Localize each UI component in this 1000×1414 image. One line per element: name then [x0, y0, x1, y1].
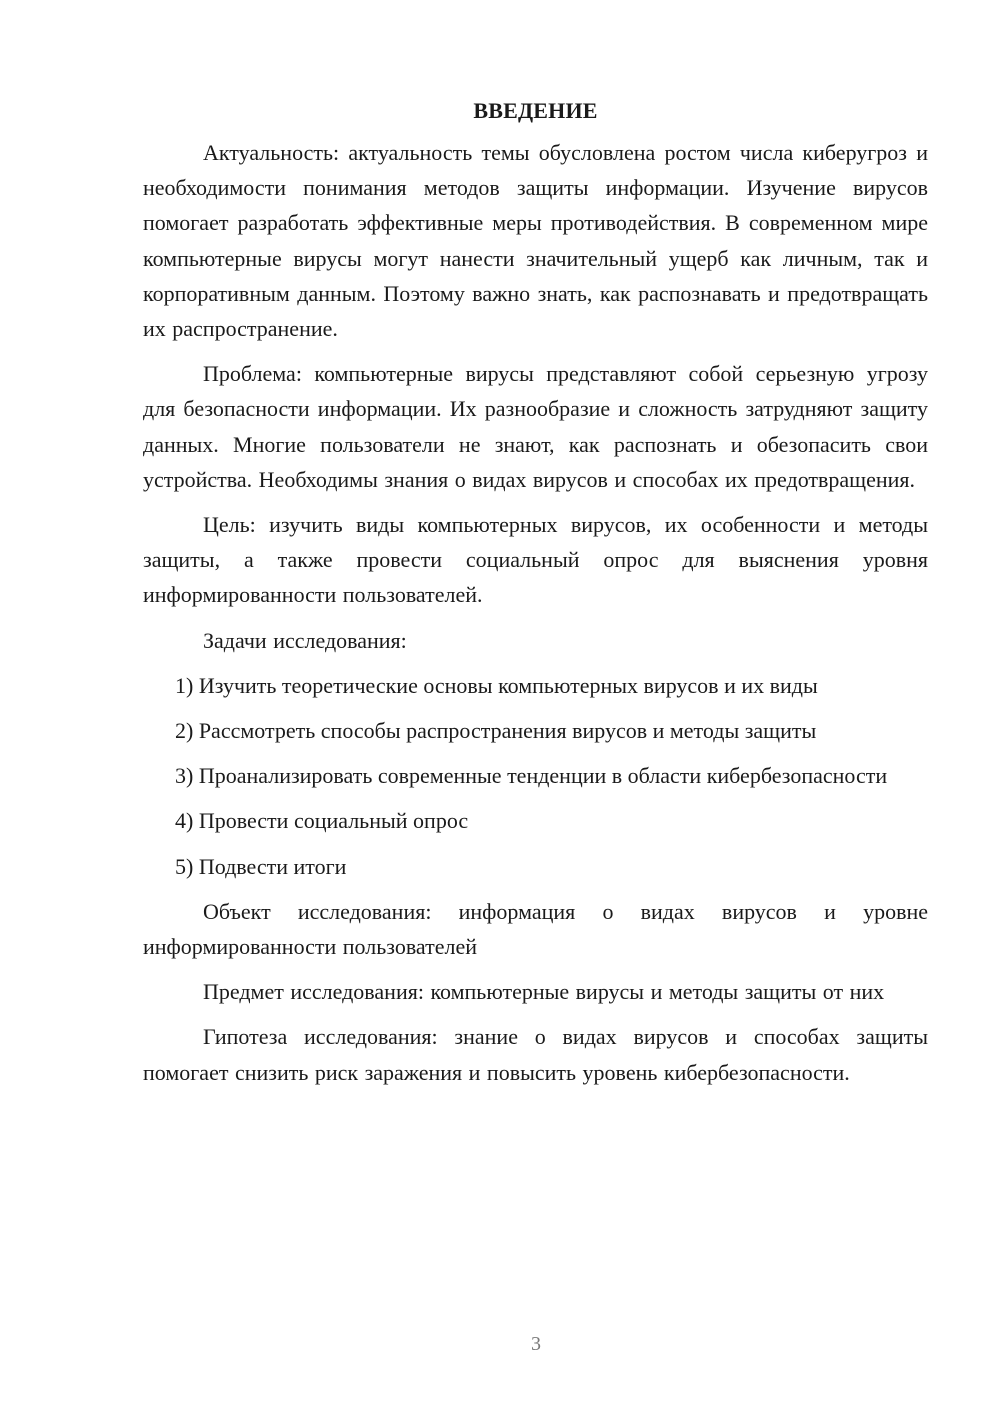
paragraph-subject: Предмет исследования: компьютерные вирусы и методы защиты от них: [203, 979, 885, 1005]
paragraph-goal: Цель: изучить виды компьютерных вирусов, их особенности и методы защиты, а также провести социальный опрос для выяснения уровня информированности пользователей.: [143, 512, 928, 608]
page-title: ВВЕДЕНИЕ: [473, 98, 598, 123]
task-item-2: 2) Рассмотреть способы распространения вирусов и методы защиты: [175, 718, 817, 744]
page-number: 3: [531, 1333, 541, 1355]
paragraph-relevance: Актуальность: актуальность темы обусловлена ростом числа киберугроз и необходимости понимания методов защиты информации. Изучение вирусов помогает разработать эффективные меры противодействия. В современном мире компьютерные вирусы могут нанести значительный ущерб как личным, так и корпоративным данным. Поэтому важно знать, как распознавать и предотвращать их распространение.: [143, 140, 928, 342]
page-content: [143, 96, 928, 1100]
task-item-5: 5) Подвести итоги: [175, 853, 347, 879]
task-item-4: 4) Провести социальный опрос: [175, 808, 469, 834]
paragraph-object: Объект исследования: информация о видах вирусов и уровне информированности пользователей: [143, 898, 928, 960]
task-item-3: 3) Проанализировать современные тенденции в области кибербезопасности: [175, 763, 888, 789]
paragraph-problem: Проблема: компьютерные вирусы представляют собой серьезную угрозу для безопасности информации. Их разнообразие и сложность затрудняют защиту данных. Многие пользователи не знают, как распознать и обезопасить свои устройства. Необходимы знания о видах вирусов и способах их предотвращения.: [143, 361, 928, 492]
tasks-heading: Задачи исследования:: [203, 627, 407, 653]
paragraph-hypothesis: Гипотеза исследования: знание о видах вирусов и способах защиты помогает снизить риск заражения и повысить уровень кибербезопасности.: [143, 1024, 928, 1085]
task-item-1: 1) Изучить теоретические основы компьютерных вирусов и их виды: [175, 672, 818, 698]
